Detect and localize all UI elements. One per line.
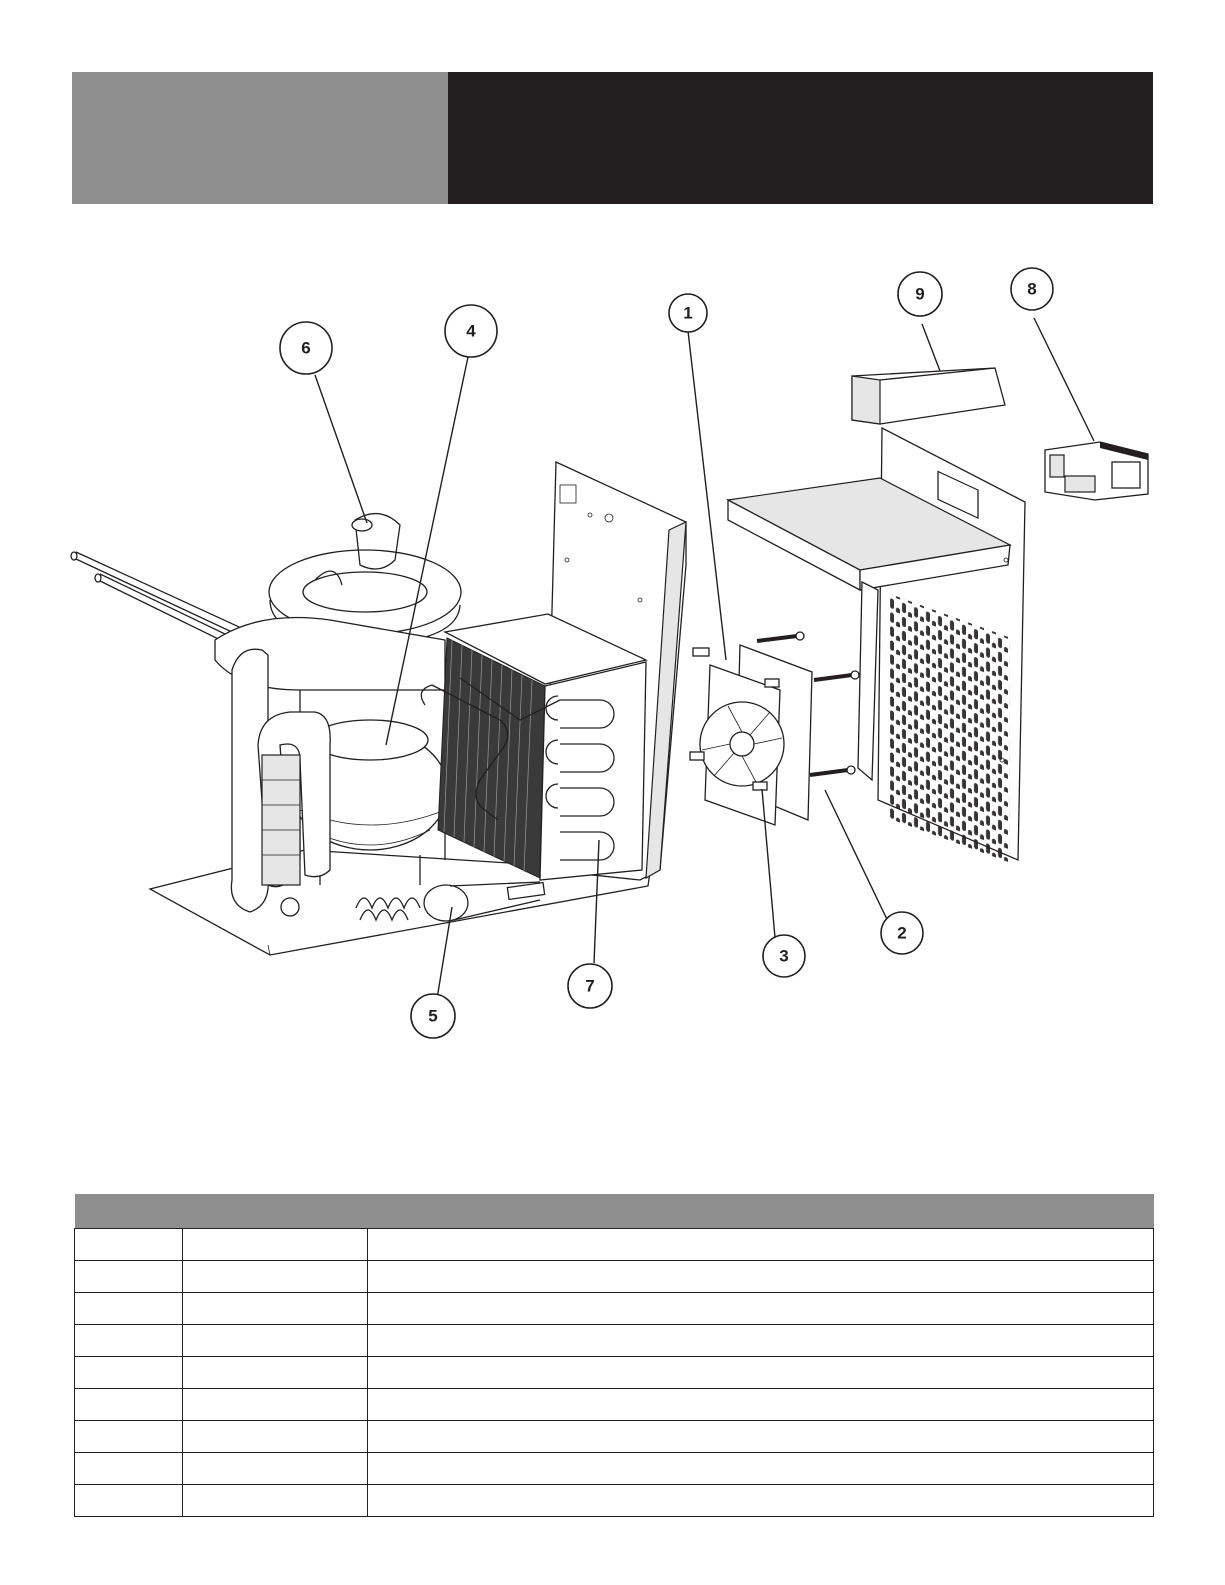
table-cell bbox=[183, 1293, 368, 1325]
header-cell bbox=[368, 1194, 1154, 1229]
table-row bbox=[75, 1229, 1154, 1261]
table-cell bbox=[75, 1357, 183, 1389]
callout-6-label: 6 bbox=[301, 338, 311, 358]
table-cell bbox=[75, 1229, 183, 1261]
table-cell bbox=[183, 1261, 368, 1293]
table-cell bbox=[368, 1357, 1154, 1389]
table-cell bbox=[75, 1453, 183, 1485]
parts-table bbox=[74, 1194, 1154, 1517]
table-row bbox=[75, 1357, 1154, 1389]
header-cell bbox=[75, 1194, 183, 1229]
callout-8 bbox=[1011, 268, 1053, 310]
table-cell bbox=[183, 1421, 368, 1453]
table-cell bbox=[75, 1261, 183, 1293]
table-row bbox=[75, 1261, 1154, 1293]
callout-6 bbox=[280, 322, 332, 374]
table-cell bbox=[75, 1485, 183, 1517]
condenser-coil bbox=[421, 614, 646, 880]
table-cell bbox=[368, 1485, 1154, 1517]
exploded-parts-diagram bbox=[0, 210, 1225, 1050]
table-cell bbox=[183, 1325, 368, 1357]
table-row bbox=[75, 1421, 1154, 1453]
table-cell bbox=[368, 1293, 1154, 1325]
callout-4 bbox=[445, 305, 497, 357]
table-cell bbox=[183, 1453, 368, 1485]
table-cell bbox=[368, 1389, 1154, 1421]
condenser-fan bbox=[690, 645, 812, 825]
table-cell bbox=[368, 1421, 1154, 1453]
callout-9 bbox=[898, 272, 942, 316]
callout-2-label: 2 bbox=[897, 923, 907, 943]
callout-7 bbox=[568, 964, 612, 1008]
callout-3-label: 3 bbox=[779, 946, 789, 966]
parts-table-header bbox=[75, 1194, 1154, 1229]
control-cover bbox=[852, 368, 1005, 424]
header-cell bbox=[183, 1194, 368, 1229]
callout-9-label: 9 bbox=[915, 284, 925, 304]
table-cell bbox=[368, 1261, 1154, 1293]
callout-5-label: 5 bbox=[428, 1006, 438, 1026]
temperature-controller bbox=[1045, 442, 1148, 500]
header-dark-block bbox=[448, 72, 1153, 204]
header-gray-block bbox=[72, 72, 448, 204]
table-row bbox=[75, 1389, 1154, 1421]
table-cell bbox=[368, 1229, 1154, 1261]
callout-5 bbox=[411, 994, 455, 1038]
table-cell bbox=[368, 1325, 1154, 1357]
callout-8-label: 8 bbox=[1027, 279, 1037, 299]
table-cell bbox=[368, 1453, 1154, 1485]
table-cell bbox=[75, 1325, 183, 1357]
callout-1-label: 1 bbox=[683, 303, 693, 323]
table-cell bbox=[75, 1293, 183, 1325]
callout-3 bbox=[763, 935, 805, 977]
table-row bbox=[75, 1453, 1154, 1485]
table-cell bbox=[183, 1485, 368, 1517]
table-row bbox=[75, 1293, 1154, 1325]
table-cell bbox=[183, 1389, 368, 1421]
table-cell bbox=[75, 1421, 183, 1453]
table-cell bbox=[183, 1229, 368, 1261]
table-row bbox=[75, 1485, 1154, 1517]
callout-1 bbox=[669, 294, 707, 332]
table-cell bbox=[183, 1357, 368, 1389]
callout-4-label: 4 bbox=[466, 321, 476, 341]
table-cell bbox=[75, 1389, 183, 1421]
callout-7-label: 7 bbox=[585, 976, 595, 996]
callout-2 bbox=[881, 912, 923, 954]
table-row bbox=[75, 1325, 1154, 1357]
